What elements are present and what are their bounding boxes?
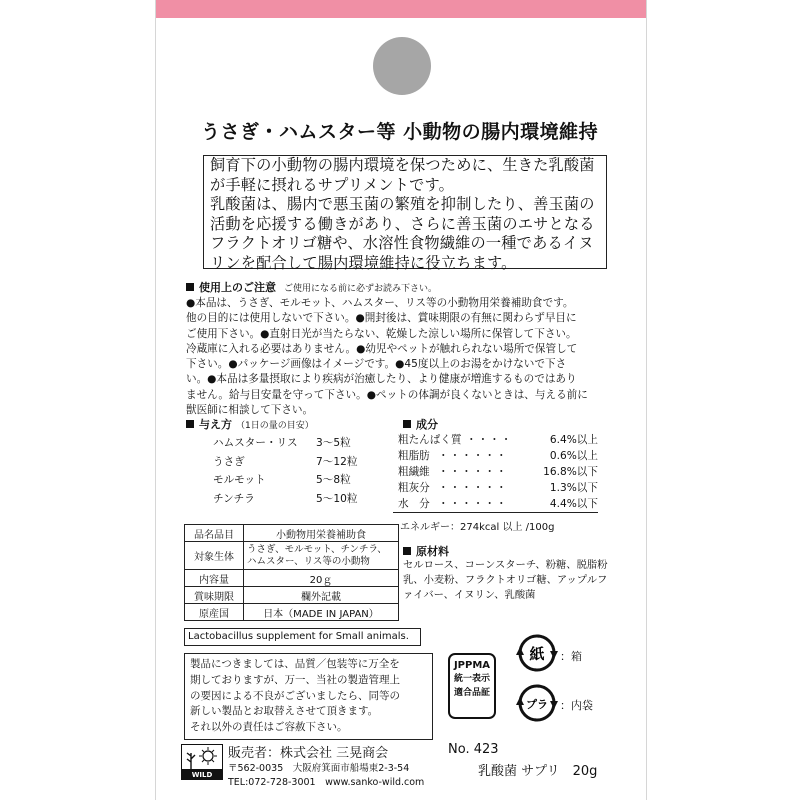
- wild-logo-text: WILD: [191, 771, 213, 779]
- composition-heading-text: 成分: [416, 418, 438, 431]
- table-row: [185, 587, 399, 604]
- seller-contact: TEL:072-728-3001 www.sanko-wild.com: [228, 777, 425, 788]
- raw-materials-heading: [403, 543, 449, 559]
- table-row: [185, 542, 399, 570]
- composition-name: 粗灰分: [398, 482, 430, 494]
- composition-name: 粗脂肪: [398, 450, 430, 462]
- paper-recycle-label: ：箱: [560, 650, 582, 663]
- product-info-table: [184, 524, 399, 621]
- quality-line: 製品につきましては、品質／包装等に万全を: [190, 658, 400, 670]
- paper-mark-text: 紙: [529, 645, 545, 663]
- seller-name: 販売者：株式会社 三晃商会: [228, 746, 389, 761]
- composition-name: 粗繊維: [398, 466, 430, 478]
- feeding-animal: うさぎ: [213, 455, 245, 468]
- english-description: Lactobacillus supplement for Small animals.: [184, 628, 421, 646]
- composition-list: [398, 432, 598, 512]
- quality-notice: [184, 653, 433, 740]
- table-row: [185, 604, 399, 621]
- feeding-heading: [186, 416, 314, 432]
- square-bullet-icon: [403, 547, 411, 555]
- composition-value: 0.6%以上: [549, 450, 598, 462]
- caution-line: 獣医師に相談して下さい。: [186, 404, 314, 417]
- jppma-title: JPPMA: [453, 660, 491, 671]
- feeding-animal: ハムスター・リス: [213, 437, 298, 449]
- feeding-subheading: （1日の量の目安）: [236, 421, 314, 431]
- intro-line: が手軽に摂れるサプリメントです。: [210, 175, 455, 194]
- feeding-heading-text: 与え方: [199, 418, 232, 431]
- table-key: 内容量: [185, 570, 244, 587]
- composition-row: [398, 464, 598, 480]
- jppma-badge: [448, 653, 496, 719]
- caution-line: 冷蔵庫に入れる必要はありません。●幼児やペットが触れられない場所で保管して: [186, 342, 578, 355]
- product-title: うさぎ・ハムスター等 小動物の腸内環境維持: [201, 121, 599, 143]
- composition-row: [398, 480, 598, 496]
- feeding-animal: チンチラ: [213, 492, 255, 505]
- feeding-amount: 7〜12粒: [316, 455, 358, 468]
- quality-line: の要因による不良がございましたら、同等の: [190, 689, 400, 702]
- quality-line: 新しい製品とお取替えさせて頂きます。: [190, 705, 379, 718]
- caution-heading-text: 使用上のご注意: [199, 281, 276, 294]
- square-bullet-icon: [403, 420, 411, 428]
- composition-value: 1.3%以下: [549, 482, 598, 494]
- intro-line: 飼育下の小動物の腸内環境を保つために、生きた乳酸菌: [210, 156, 595, 174]
- table-row: [185, 570, 399, 587]
- composition-dots: ・・・・: [466, 434, 513, 446]
- square-bullet-icon: [186, 283, 194, 291]
- table-value: 日本（MADE IN JAPAN）: [244, 604, 399, 621]
- raw-materials-heading-text: 原材料: [416, 545, 449, 558]
- table-row: [185, 525, 399, 542]
- intro-line: 活動を応援する働きがあり、さらに善玉菌のエサとなる: [210, 214, 595, 233]
- composition-name: 粗たんぱく質: [398, 434, 462, 446]
- feeding-amount: 5〜10粒: [316, 492, 358, 505]
- composition-value: 16.8%以下: [543, 466, 598, 478]
- intro-line: 乳酸菌は、腸内で悪玉菌の繁殖を抑制したり、善玉菌の: [210, 195, 595, 214]
- table-value: 欄外記載: [244, 587, 399, 604]
- table-value: うさぎ、モルモット、チンチラ、ハムスター、リス等の小動物: [244, 542, 399, 570]
- caution-line: ご使用下さい。●直射日光が当たらない、乾燥した涼しい場所に保管して下さい。: [186, 327, 577, 340]
- product-name: 乳酸菌 サプリ 20g: [478, 764, 598, 779]
- intro-line: フラクトオリゴ糖や、水溶性食物繊維の一種であるイヌ: [210, 234, 594, 253]
- caution-text: [186, 296, 618, 418]
- composition-dots: ・・・・・・: [438, 498, 508, 510]
- table-value: 小動物用栄養補助食: [244, 525, 399, 542]
- feeding-amount: 5〜8粒: [316, 474, 351, 486]
- energy-value: エネルギー：274kcal 以上 /100g: [400, 522, 555, 533]
- composition-row: [398, 432, 598, 448]
- raw-materials-text: セルロース、コーンスターチ、粉糖、脱脂粉乳、小麦粉、フラクトオリゴ糖、アップルファイバー、イヌリン、乳酸菌: [403, 559, 608, 601]
- table-value: 20ｇ: [244, 570, 399, 587]
- hang-hole: [373, 37, 431, 95]
- quality-line: それ以外の責任はご容赦下さい。: [190, 721, 348, 734]
- intro-line: リンを配合して腸内環境維持に役立ちます。: [210, 253, 517, 272]
- intro-box: [203, 155, 607, 272]
- composition-row: [398, 496, 598, 512]
- seller-address: 〒562-0035 大阪府箕面市船場東2-3-54: [228, 763, 410, 774]
- wild-logo: [181, 744, 223, 780]
- composition-name: 水 分: [398, 498, 430, 510]
- package-label: [155, 0, 647, 800]
- table-key: 対象生体: [185, 542, 244, 570]
- caution-subheading: ご使用になる前に必ずお読み下さい。: [284, 284, 438, 294]
- table-key: 賞味期限: [185, 587, 244, 604]
- plastic-recycle-label: ：内袋: [560, 699, 593, 712]
- composition-dots: ・・・・・・: [438, 482, 508, 494]
- composition-value: 4.4%以下: [549, 498, 598, 510]
- composition-divider: [393, 512, 598, 513]
- composition-dots: ・・・・・・: [438, 450, 508, 462]
- caution-line: 他の目的には使用しないで下さい。●開封後は、賞味期限の有無に関わらず早目に: [186, 312, 577, 325]
- caution-heading: [186, 279, 437, 295]
- table-key: 原産国: [185, 604, 244, 621]
- plastic-recycle-icon: [516, 682, 558, 724]
- jppma-line: 適合品証: [453, 688, 490, 698]
- quality-line: 期しておりますが、万一、当社の製造管理上: [190, 673, 400, 686]
- feeding-amount: 3〜5粒: [316, 437, 351, 449]
- feeding-animal: モルモット: [213, 474, 266, 486]
- square-bullet-icon: [186, 420, 194, 428]
- plastic-mark-text: プラ: [526, 698, 548, 711]
- jppma-line: 統一表示: [453, 674, 490, 684]
- wild-logo-icon: [182, 745, 222, 779]
- composition-row: [398, 448, 598, 464]
- composition-value: 6.4%以上: [549, 434, 598, 446]
- caution-line: い。●本品は多量摂取により疾病が治癒したり、より健康が増進するものではあり: [186, 373, 577, 386]
- composition-dots: ・・・・・・: [438, 466, 508, 478]
- caution-line: ません。給与目安量を守って下さい。●ペットの体調が良くないときは、与える前に: [186, 388, 588, 401]
- pink-accent-bar: [156, 0, 646, 18]
- paper-recycle-icon: [516, 632, 558, 674]
- table-key: 品名品目: [185, 525, 244, 542]
- caution-line: ●本品は、うさぎ、モルモット、ハムスター、リス等の小動物用栄養補助食です。: [186, 297, 574, 309]
- caution-line: 下さい。●パッケージ画像はイメージです。●45度以上のお湯をかけないで下さ: [186, 358, 567, 371]
- product-number: No. 423: [448, 742, 499, 757]
- composition-heading: [403, 416, 438, 432]
